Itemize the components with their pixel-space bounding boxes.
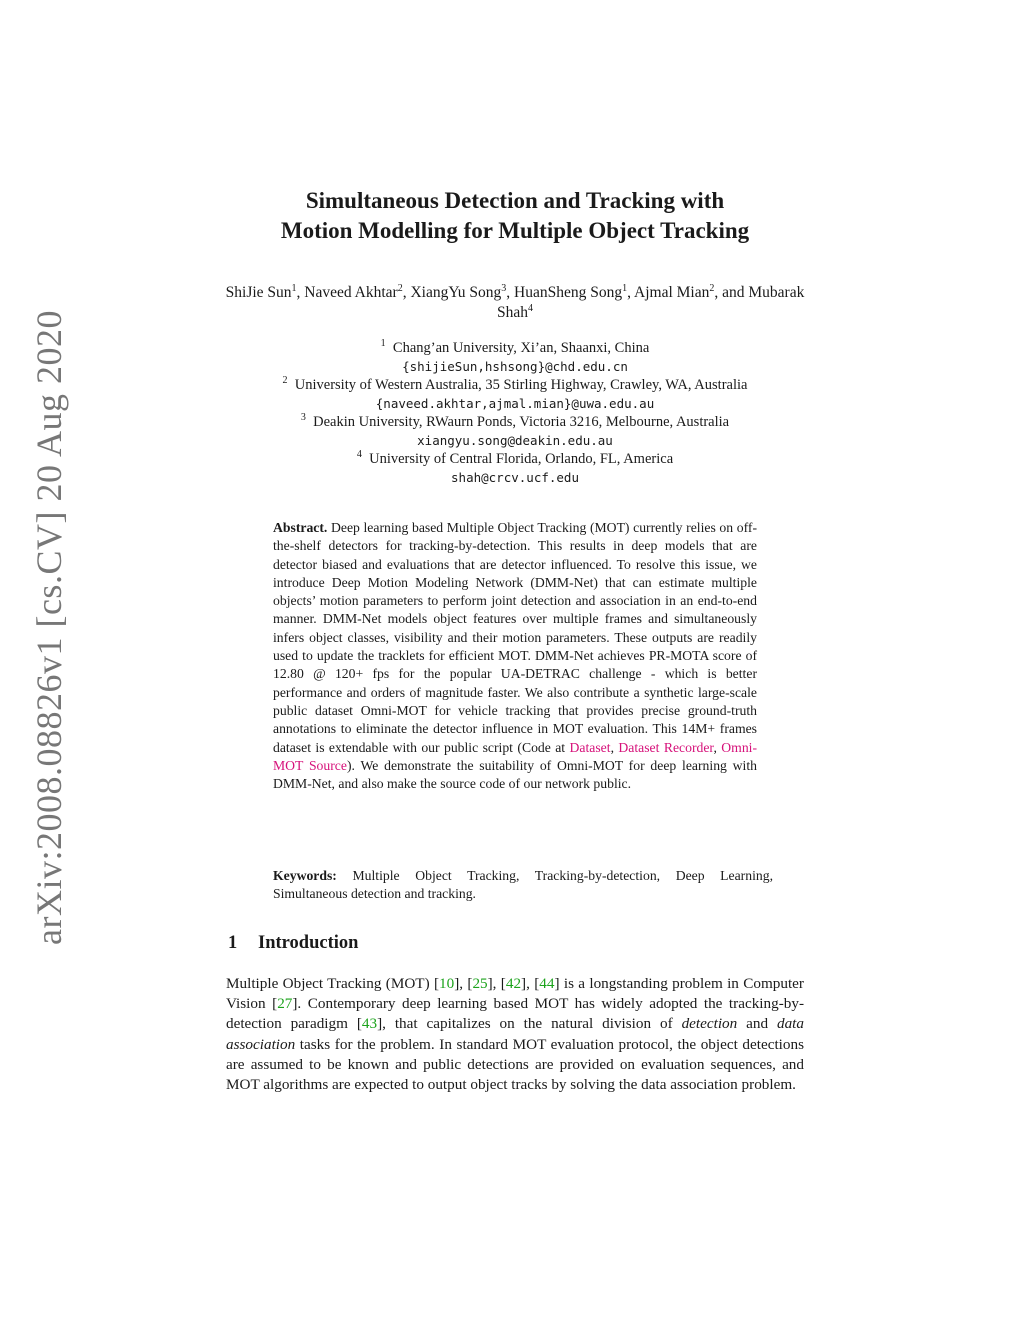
intro-paragraph [226, 974, 804, 1095]
affiliation-text: Chang’an University, Xi’an, Shaanxi, China [392, 340, 650, 356]
intro-text: ], [ [487, 975, 506, 992]
author-affil-mark: 1 [622, 282, 628, 294]
affiliation [180, 413, 850, 432]
intro-text: ], [ [521, 975, 540, 992]
section-title: Introduction [258, 933, 359, 953]
affiliation-email: {naveed.akhtar,ajmal.mian}@uwa.edu.au [375, 395, 655, 411]
affiliation [180, 450, 850, 469]
affiliation-list [180, 339, 850, 487]
author-affil-mark: 2 [397, 282, 403, 294]
affiliation-email: shah@crcv.ucf.edu [451, 469, 579, 485]
affiliation [180, 376, 850, 395]
dataset-recorder-link[interactable]: Dataset Recorder [618, 739, 714, 755]
affiliation-email: xiangyu.song@deakin.edu.au [417, 432, 613, 448]
author: Mubarak Shah [497, 284, 805, 321]
affiliation [180, 339, 850, 358]
arxiv-identifier: arXiv:2008.08826v1 [cs.CV] 20 Aug 2020 [29, 310, 69, 945]
intro-text: ] is a longstanding problem in Computer Vision [ [226, 975, 804, 1013]
affiliation-text: Deakin University, RWaurn Ponds, Victoria 3216, Melbourne, Australia [313, 414, 730, 430]
affiliation-mark: 3 [300, 412, 306, 424]
author: XiangYu Song [410, 284, 502, 301]
affiliation-email: {shijieSun,hshsong}@chd.edu.cn [402, 358, 628, 374]
affiliation-text: University of Central Florida, Orlando, FL, America [369, 451, 674, 467]
keywords [273, 867, 773, 904]
abstract-text-end: ). We demonstrate the suitability of Omni-MOT for deep learning with DMM-Net, and also make the source code of our network public. [273, 757, 757, 792]
citation-link[interactable]: 42 [505, 975, 522, 992]
affiliation-text: University of Western Australia, 35 Stirling Highway, Crawley, WA, Australia [294, 377, 748, 393]
author-list: ShiJie Sun$^1$, Naveed Akhtar$^2$, XiangYu Song$^3$, HuanSheng Song$^1$, Ajmal Mian$^2$, and Mubarak Shah$^4$ [225, 282, 805, 321]
intro-text: Multiple Object Tracking (MOT) [ [226, 975, 440, 992]
intro-text: tasks for the problem. In standard MOT evaluation protocol, the object detections are assumed to be known and public detections are provided on evaluation sequences, and MOT algorithms are expected to output object tracks by solving the data association problem. [226, 1035, 804, 1094]
intro-text: ], [ [454, 975, 473, 992]
author-affil-mark: 4 [528, 302, 533, 314]
title-line-2: Motion Modelling for Multiple Object Tracking [280, 218, 750, 243]
section-number: 1 [228, 933, 238, 953]
paper-title [190, 186, 840, 246]
author-affil-mark: 1 [291, 282, 297, 294]
citation-link[interactable]: 27 [277, 995, 293, 1013]
citation-link[interactable]: 44 [539, 975, 555, 992]
intro-text: ], that capitalizes on the natural division of [377, 1015, 682, 1033]
author: ShiJie Sun [225, 284, 292, 301]
author: HuanSheng Song [514, 284, 623, 301]
abstract-text: Deep learning based Multiple Object Tracking (MOT) currently relies on off-the-shelf detectors for tracking-by-detection. This results in deep models that are detector biased and evaluations that are detector influenced. To resolve this issue, we introduce Deep Motion Modeling Network (DMM-Net) that can estimate multiple objects’ motion parameters to perform joint detection and association in an end-to-end manner. DMM-Net models object features over multiple frames and simultaneously infers object classes, visibility and their motion parameters. These outputs are readily used to update the tracklets for efficient MOT. DMM-Net achieves PR-MOTA score of 12.80 @ 120+ fps for the popular UA-DETRAC challenge - which is better performance and orders of magnitude faster. We also contribute a synthetic large-scale public dataset Omni-MOT for vehicle tracking that provides precise ground-truth annotations to eliminate the detector influence in MOT evaluation. This 14M+ frames dataset is extendable with our public script (Code at [273, 520, 758, 755]
author: Ajmal Mian [634, 284, 710, 301]
author-affil-mark: 2 [709, 282, 715, 294]
author-affil-mark: 3 [501, 282, 507, 294]
omni-mot-source-link[interactable]: Omni-MOT Source [273, 739, 758, 773]
keywords-text: Multiple Object Tracking, Tracking-by-detection, Deep Learning, Simultaneous detection and tracking. [273, 868, 773, 902]
author: Naveed Akhtar [304, 284, 398, 301]
intro-text: ]. Contemporary deep learning based MOT has widely adopted the tracking-by-detection paradigm [ [226, 995, 804, 1033]
intro-text: and [737, 1015, 777, 1033]
citation-link[interactable]: 43 [361, 1015, 378, 1033]
intro-emphasis: data association [226, 1015, 804, 1053]
affiliation-mark: 4 [356, 449, 362, 461]
citation-link[interactable]: 25 [472, 975, 488, 992]
keywords-label: Keywords: [273, 868, 337, 883]
affiliation-mark: 2 [282, 375, 288, 387]
abstract: Abstract. Deep learning based Multiple Object Tracking (MOT) currently relies on off-the-shelf detectors for tracking-by-detection. This results in deep models that are detector biased and evaluations that are detector influenced. To resolve this issue, we introduce Deep Motion Modeling Network (DMM-Net) that can estimate multiple objects’ motion parameters to perform joint detection and association in an end-to-end manner. DMM-Net models object features over multiple frames and simultaneously infers object classes, visibility and their motion parameters. These outputs are readily used to update the tracklets for efficient MOT. DMM-Net achieves PR-MOTA score of 12.80 @ 120+ fps for the popular UA-DETRAC challenge - which is better performance and orders of magnitude faster. We also contribute a synthetic large-scale public dataset Omni-MOT for vehicle tracking that provides precise ground-truth annotations to eliminate the detector influence in MOT evaluation. This 14M+ frames dataset is extendable with our public script (Code at Dataset, Dataset Recorder, Omni-MOT Source). We demonstrate the suitability of Omni-MOT for deep learning with DMM-Net, and also make the source code of our network public. [273, 520, 758, 792]
intro-emphasis: detection [681, 1015, 738, 1033]
title-line-1: Simultaneous Detection and Tracking with [305, 188, 725, 213]
affiliation-mark: 1 [380, 338, 386, 350]
dataset-link[interactable]: Dataset [569, 739, 611, 755]
citation-link[interactable]: 10 [439, 975, 455, 992]
abstract-label: Abstract. [273, 520, 328, 535]
section-heading [228, 933, 358, 954]
